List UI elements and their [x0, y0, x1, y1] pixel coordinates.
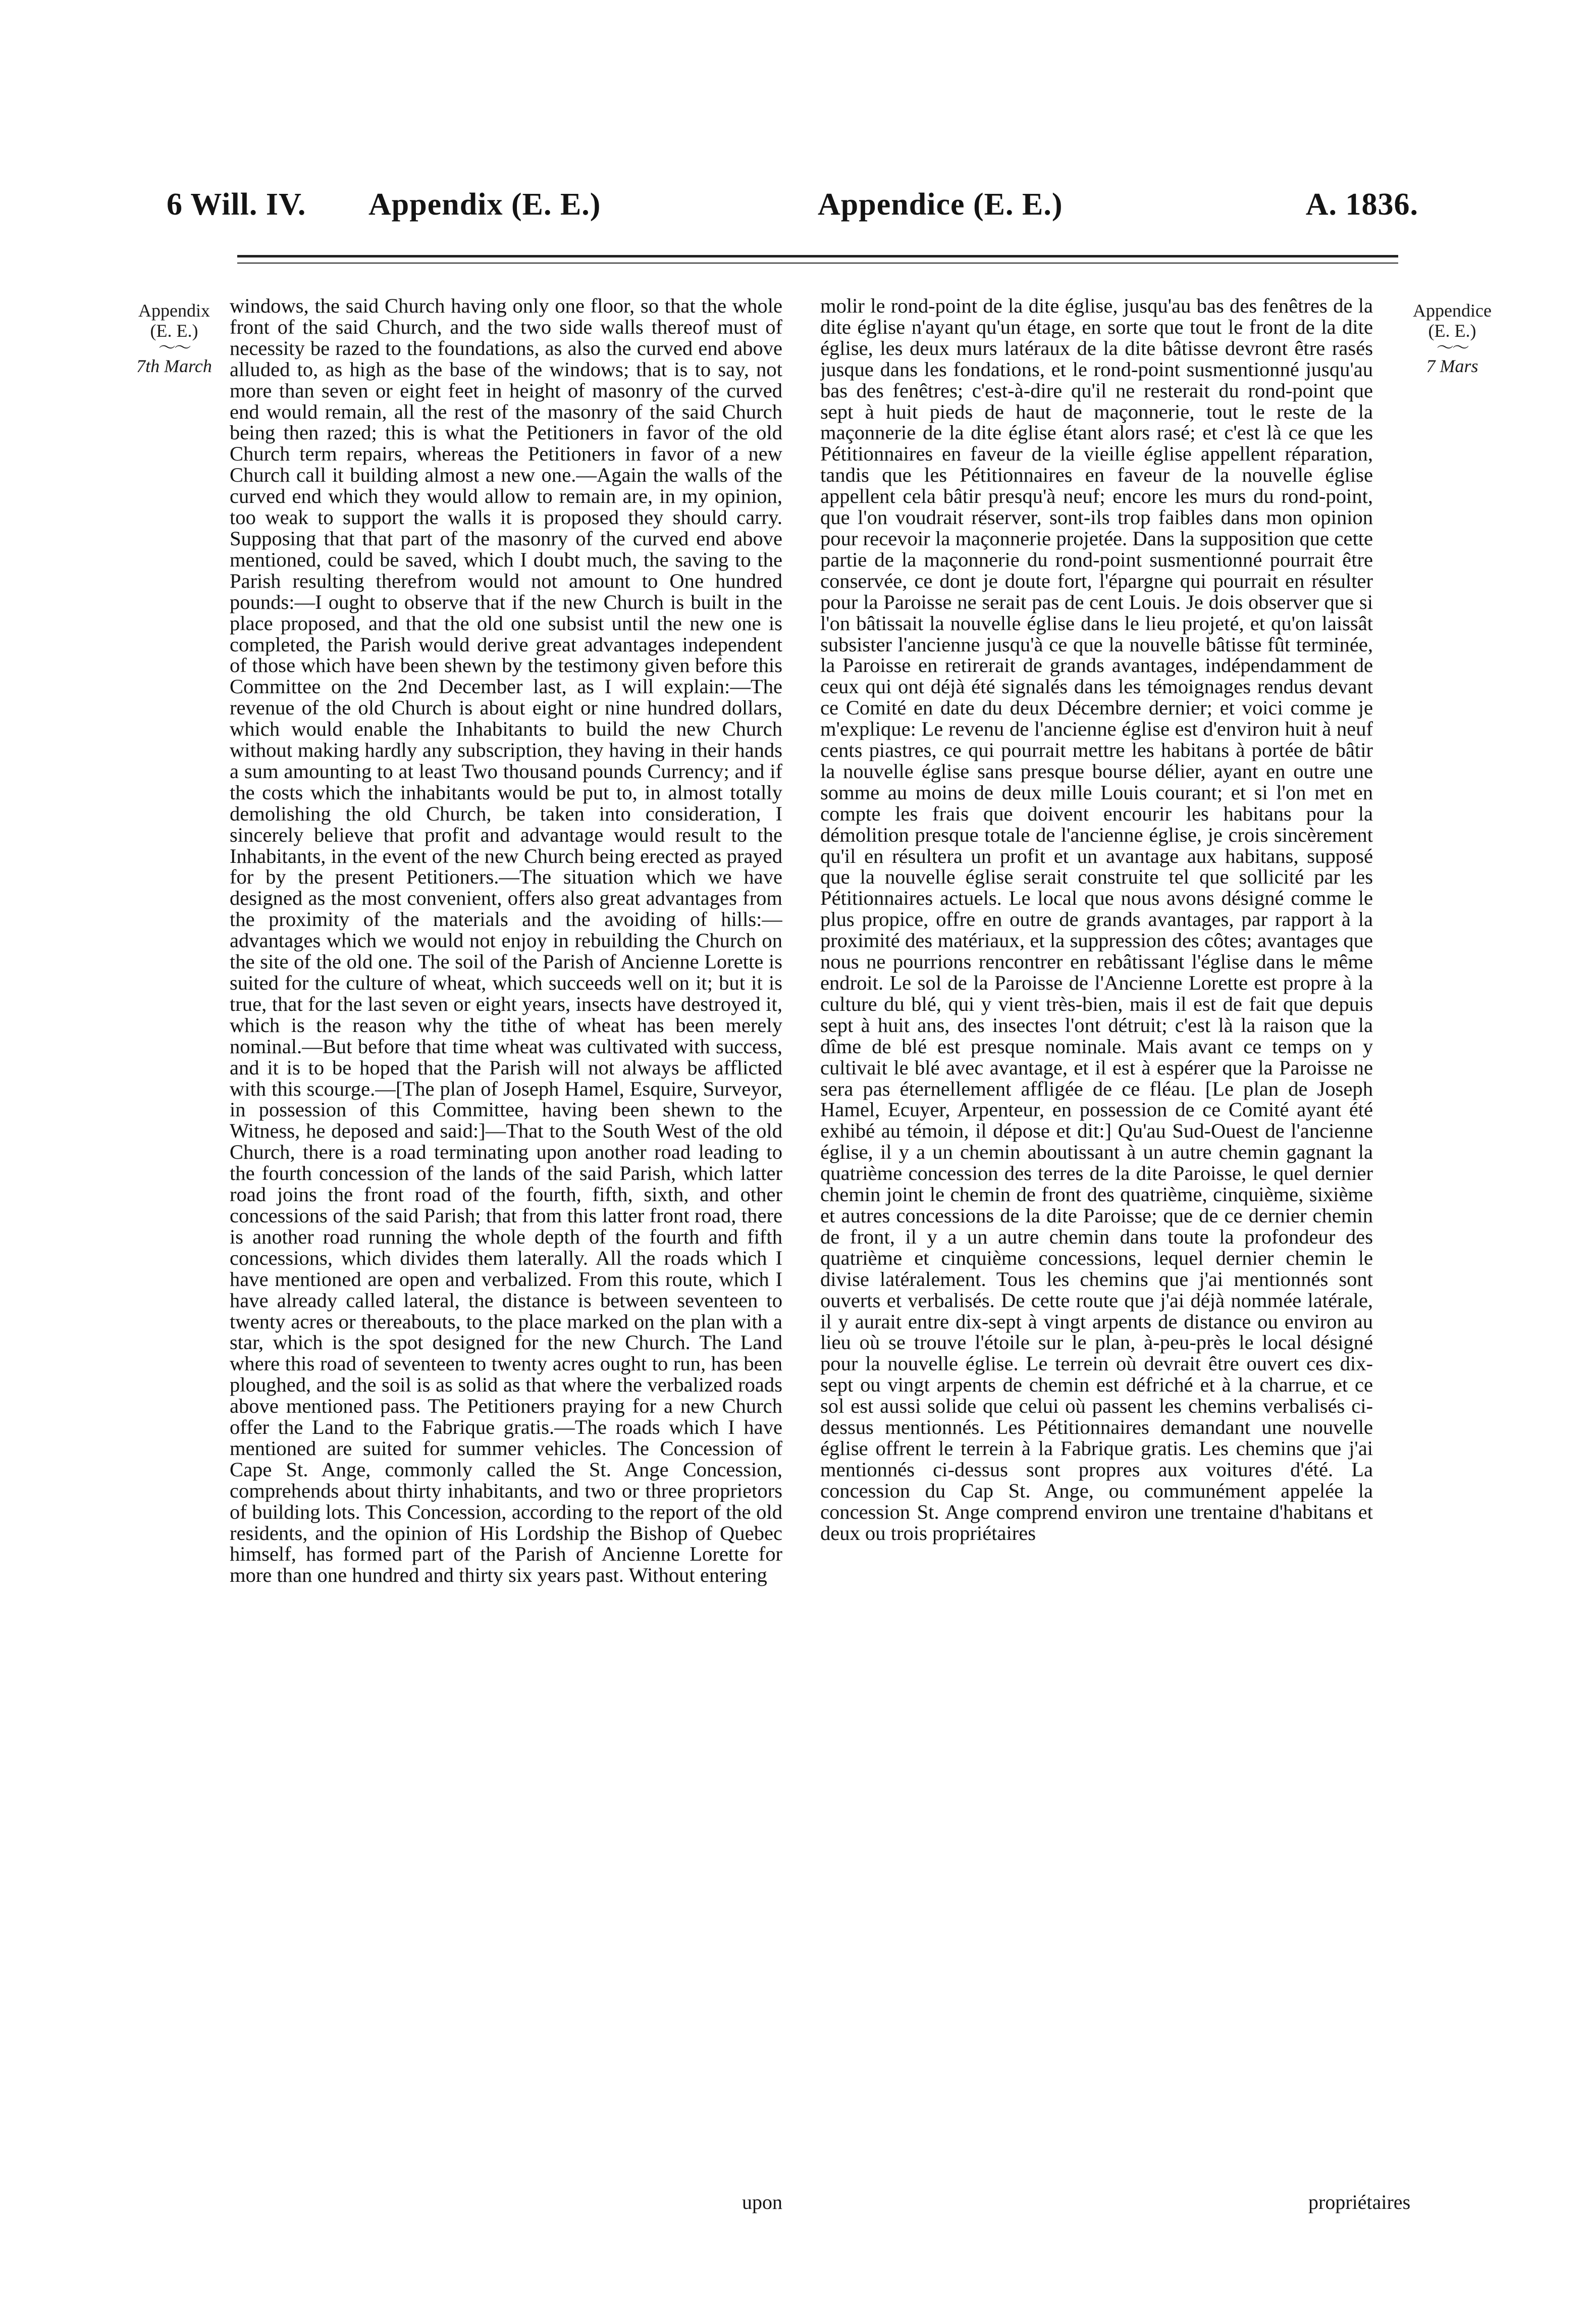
margin-left-flourish: 〜〜: [158, 339, 190, 357]
margin-right-flourish: 〜〜: [1437, 339, 1468, 357]
margin-note-right: [1399, 300, 1505, 376]
header-appendix-fr: Appendice (E. E.): [818, 187, 1063, 222]
margin-left-label: Appendix: [138, 300, 210, 321]
header-year: A. 1836.: [1305, 187, 1418, 222]
margin-right-date: 7 Mars: [1426, 356, 1478, 376]
margin-right-label: Appendice: [1413, 300, 1492, 321]
page-header: [167, 187, 1418, 247]
header-rule-thick: [237, 255, 1398, 257]
french-column: [820, 295, 1373, 2189]
catchword-french: propriétaires: [1308, 2191, 1411, 2213]
english-paragraph: windows, the said Church having only one floor, so that the whole front of the said Church, and the two side walls thereof must of necessity be razed to the foundations, as also the curved end above alluded to, as high as the base of the windows; that is to say, not more than seven or eight feet in height of masonry of the curved end would remain, all the rest of the masonry of the said Church being then razed; this is what the Petitioners in favor of the old Church term repairs, whereas the Petitioners in favor of a new Church call it building almost a new one.—Again the walls of the curved end which they would allow to remain are, in my opinion, too weak to support the walls it is proposed they should carry. Supposing that that part of the masonry of the curved end above mentioned, could be saved, which I doubt much, the saving to the Parish resulting therefrom would not amount to One hundred pounds:—I ought to observe that if the new Church is built in the place proposed, and that the old one subsist until the new one is completed, the Parish would derive great advantages independent of those which have been shewn by the testimony given before this Committee on the 2nd December last, as I will explain:—The revenue of the old Church is about eight or nine hundred dollars, which would enable the Inhabitants to build the new Church without making hardly any subscription, they having in their hands a sum amounting to at least Two thousand pounds Currency; and if the costs which the inhabitants would be put to, in almost totally demolishing the old Church, be taken into consideration, I sincerely believe that profit and advantage would result to the Inhabitants, in the event of the new Church being erected as prayed for by the present Petitioners.—The situation which we have designed as the most convenient, offers also great advantages from the proximity of the materials and the avoiding of hills:—advantages which we would not enjoy in rebuilding the Church on the site of the old one. The soil of the Parish of Ancienne Lorette is suited for the culture of wheat, which succeeds well on it; but it is true, that for the last seven or eight years, insects have destroyed it, which is the reason why the tithe of wheat has been merely nominal.—But before that time wheat was cultivated with success, and it is to be hoped that the Parish will not always be afflicted with this scourge.—[The plan of Joseph Hamel, Esquire, Surveyor, in possession of this Committee, having been shewn to the Witness, he deposed and said:]—That to the South West of the old Church, there is a road terminating upon another road leading to the fourth concession of the lands of the said Parish, which latter road joins the front road of the fourth, fifth, sixth, and other concessions of the said Parish; that from this latter front road, there is another road running the whole depth of the fourth and fifth concessions, which divides them laterally. All the roads which I have mentioned are open and verbalized. From this route, which I have already called lateral, the distance is between seventeen to twenty acres or thereabouts, to the place marked on the plan with a star, which is the spot designed for the new Church. The Land where this road of seventeen to twenty acres ought to run, has been ploughed, and the soil is as solid as that where the verbalized roads above mentioned pass. The Petitioners praying for a new Church offer the Land to the Fabrique gratis.—The roads which I have mentioned are suited for summer vehicles. The Concession of Cape St. Ange, commonly called the St. Ange Concession, comprehends about thirty inhabitants, and two or three proprietors of building lots. This Concession, according to the report of the old residents, and the opinion of His Lordship the Bishop of Quebec himself, has formed part of the Parish of Ancienne Lorette for more than one hundred and thirty six years past. Without entering: [230, 295, 782, 1587]
margin-right-ref: (E. E.): [1428, 321, 1476, 341]
margin-note-left: [124, 300, 225, 376]
header-rule-thin: [237, 263, 1398, 264]
header-session: 6 Will. IV.: [167, 187, 306, 222]
header-appendix-en: Appendix (E. E.): [368, 187, 601, 222]
catchword-english: upon: [742, 2191, 782, 2213]
french-paragraph: molir le rond-point de la dite église, jusqu'au bas des fenêtres de la dite église n'ayant qu'un étage, en sorte que tout le front de la dite église, les deux murs latéraux de la dite bâtisse devront être rasés jusque dans les fondations, et le rond-point susmentionné jusqu'au bas des fenêtres; c'est-à-dire qu'il ne resterait du rond-point que sept à huit pieds de haut de maçonnerie, tout le reste de la maçonnerie de la dite église étant alors rasé; et c'est là ce que les Pétitionnaires en faveur de la vieille église appellent réparation, tandis que les Pétitionnaires en faveur de la nouvelle église appellent cela bâtir presqu'à neuf; encore les murs du rond-point, que l'on voudrait réserver, sont-ils trop faibles dans mon opinion pour recevoir la maçonnerie projetée. Dans la supposition que cette partie de la maçonnerie du rond-point susmentionné pourrait être conservée, ce dont je doute fort, l'épargne qui pourrait en résulter pour la Paroisse ne serait pas de cent Louis. Je dois observer que si l'on bâtissait la nouvelle église dans le lieu projeté, et qu'on laissât subsister l'ancienne jusqu'à ce que la nouvelle bâtisse fût terminée, la Paroisse en retirerait de grands avantages, indépendamment de ceux qui ont déjà été signalés dans les témoignages rendus devant ce Comité en date du deux Décembre dernier; et voici comme je m'explique: Le revenu de l'ancienne église est d'environ huit à neuf cents piastres, ce qui pourrait mettre les habitans à portée de bâtir la nouvelle église sans presque bourse délier, ayant en outre une somme au moins de deux mille Louis courant; et si l'on met en compte les frais que doivent encourir les habitans pour la démolition presque totale de l'ancienne église, je crois sincèrement qu'il en résultera un profit et un avantage aux habitans, supposé que la nouvelle église serait construite tel que sollicité par les Pétitionnaires actuels. Le local que nous avons désigné comme le plus propice, offre en outre de grands avantages, par rapport à la proximité des matériaux, et la suppression des côtes; avantages que nous ne pourrions rencontrer en rebâtissant l'église dans le même endroit. Le sol de la Paroisse de l'Ancienne Lorette est propre à la culture du blé, qui y vient très-bien, mais il est de fait que depuis sept à huit ans, des insectes l'ont détruit; c'est là la raison que la dîme de blé est presque nominale. Mais avant ce temps on y cultivait le blé avec avantage, et il est à espérer que la Paroisse ne sera pas éternellement affligée de ce fléau. [Le plan de Joseph Hamel, Ecuyer, Arpenteur, en possession de ce Comité ayant été exhibé au témoin, il dépose et dit:] Qu'au Sud-Ouest de l'ancienne église, il y a un chemin aboutissant à un autre chemin gagnant la quatrième concession des terres de la dite Paroisse, le quel dernier chemin joint le chemin de front des quatrième, cinquième, sixième et autres concessions de la dite Paroisse; que de ce dernier chemin de front, il y a un autre chemin dans toute la profondeur des quatrième et cinquième concessions, lequel dernier chemin le divise latéralement. Tous les chemins que j'ai mentionnés sont ouverts et verbalisés. De cette route que j'ai déjà nommée latérale, il y aurait entre dix-sept à vingt arpents de distance ou environ au lieu où se trouve l'étoile sur le plan, à-peu-près le local désigné pour la nouvelle église. Le terrein où devrait être ouvert ces dix-sept ou vingt arpents de chemin est défriché et à la charrue, et ce sol est aussi solide que celui où passent les chemins verbalisés ci-dessus mentionnés. Les Pétitionnaires demandant une nouvelle église offrent le terrein à la Fabrique gratis. Les chemins que j'ai mentionnés ci-dessus sont propres aux voitures d'été. La concession du Cap St. Ange, ou communément appelée la concession St. Ange comprend environ une trentaine d'habitans et deux ou trois propriétaires: [820, 295, 1373, 1544]
margin-left-date: 7th March: [136, 356, 212, 376]
english-column: [230, 295, 782, 2189]
margin-left-ref: (E. E.): [150, 321, 198, 341]
